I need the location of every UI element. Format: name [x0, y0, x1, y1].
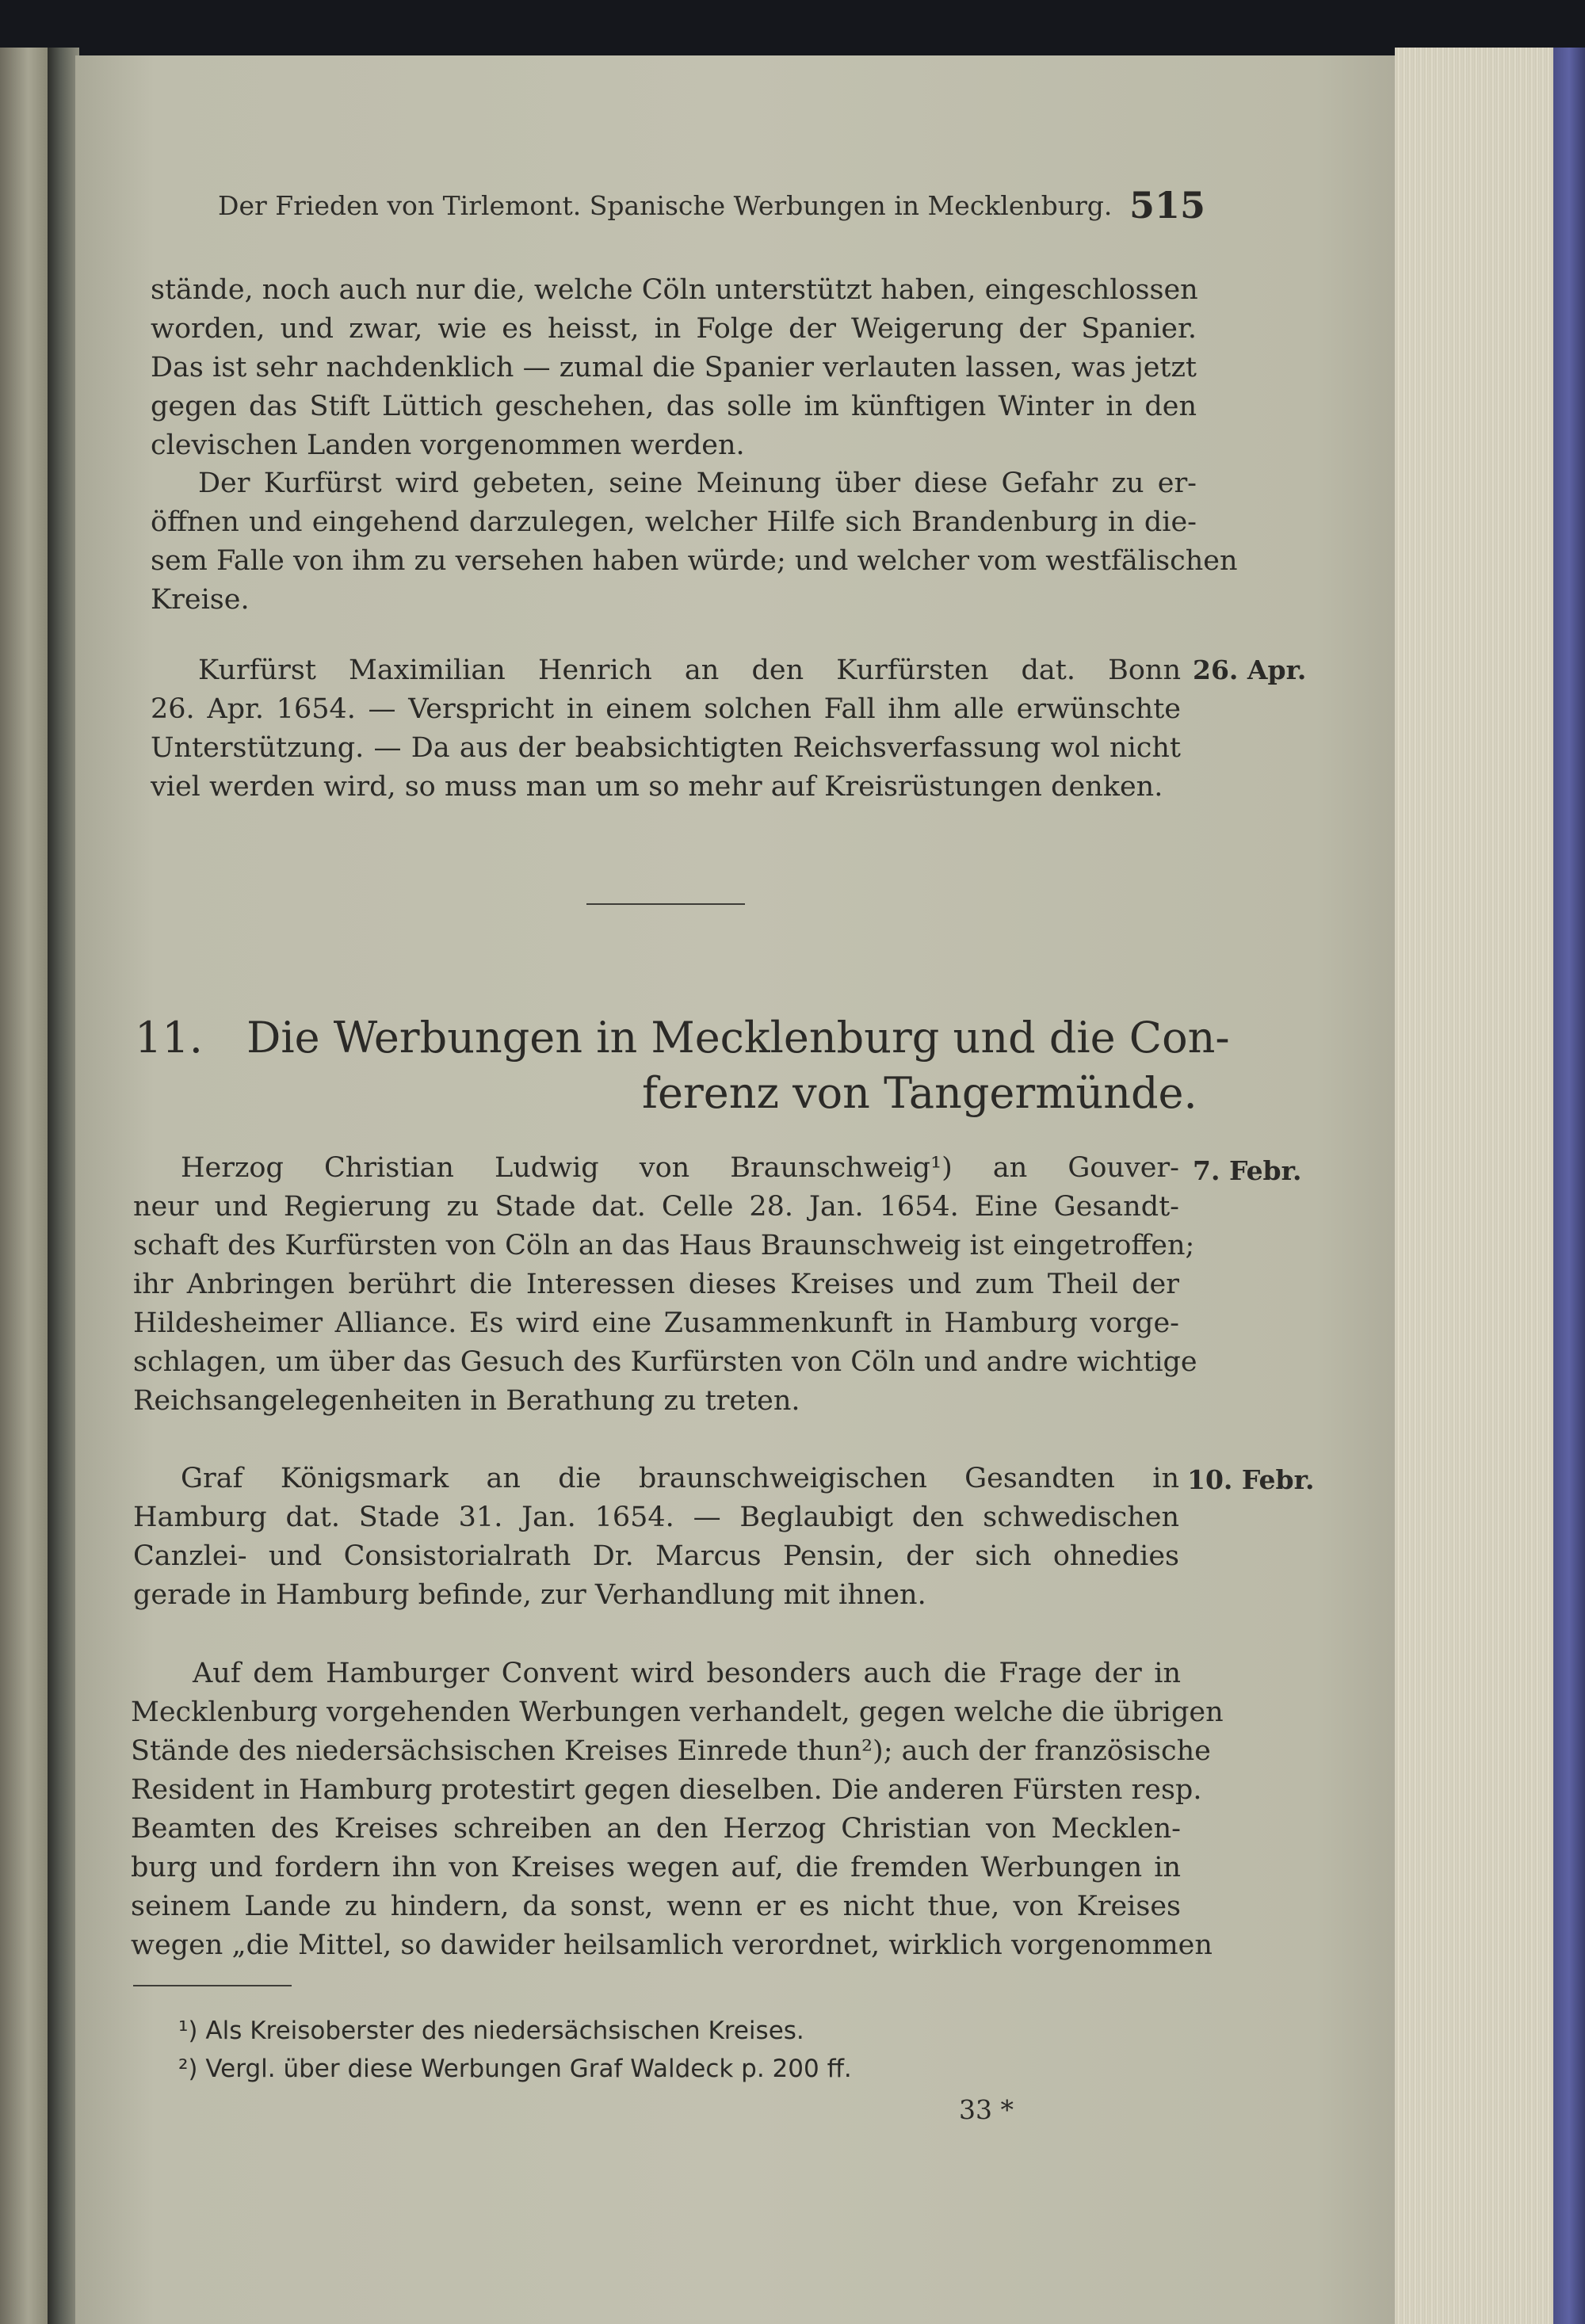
text-line: Canzlei- und Consistorialrath Dr. Marcus Pensin, der sich ohnedies: [133, 1540, 1179, 1572]
footnote-2: ²) Vergl. über diese Werbungen Graf Waldeck p. 200 ff.: [178, 2055, 852, 2083]
scanner-background: [0, 0, 1585, 63]
text-line: Kurfürst Maximilian Henrich an den Kurfürsten dat. Bonn: [198, 654, 1181, 686]
paragraph-3: [151, 651, 1181, 807]
text-line: burg und fordern ihn von Kreises wegen auf, die fremden Werbungen in: [131, 1852, 1181, 1883]
section-divider: [586, 903, 745, 905]
section-title-line-1: Die Werbungen in Mecklenburg und die Con-: [246, 1013, 1230, 1063]
margin-date-7-febr: 7. Febr.: [1193, 1155, 1302, 1186]
text-line: 26. Apr. 1654. — Verspricht in einem solchen Fall ihm alle erwünschte: [151, 693, 1181, 725]
text-line: neur und Regierung zu Stade dat. Celle 28. Jan. 1654. Eine Gesandt-: [133, 1191, 1179, 1223]
signature-mark: 33 *: [959, 2094, 1014, 2125]
text-line: gegen das Stift Lüttich geschehen, das solle im künftigen Winter in den: [151, 391, 1197, 422]
section-title-line-2: ferenz von Tangermünde.: [642, 1068, 1197, 1118]
text-line: seinem Lande zu hindern, da sonst, wenn er es nicht thue, von Kreises: [131, 1891, 1181, 1922]
text-line: schaft des Kurfürsten von Cöln an das Haus Braunschweig ist eingetroffen;: [133, 1230, 1195, 1261]
section-number: 11.: [135, 1013, 203, 1063]
text-line: Der Kurfürst wird gebeten, seine Meinung über diese Gefahr zu er-: [198, 467, 1197, 499]
paragraph-6: [131, 1654, 1224, 1965]
page-number: 515: [1129, 184, 1206, 227]
text-line: Unterstützung. — Da aus der beabsichtigten Reichsverfassung wol nicht: [151, 732, 1181, 764]
text-line: Das ist sehr nachdenklich — zumal die Spanier verlauten lassen, was jetzt: [151, 352, 1197, 384]
text-line: worden, und zwar, wie es heisst, in Folge der Weigerung der Spanier.: [151, 313, 1197, 345]
text-line: Hildesheimer Alliance. Es wird eine Zusammenkunft in Hamburg vorge-: [133, 1307, 1179, 1339]
section-heading: [135, 1010, 1230, 1121]
text-line: schlagen, um über das Gesuch des Kurfürsten von Cöln und andre wichtige: [133, 1346, 1197, 1378]
footnote-1: ¹) Als Kreisoberster des niedersächsischen Kreises.: [178, 2017, 804, 2045]
text-line: gerade in Hamburg befinde, zur Verhandlung mit ihnen.: [133, 1579, 926, 1611]
paragraph-5: [133, 1460, 1179, 1615]
text-line: Mecklenburg vorgehenden Werbungen verhandelt, gegen welche die übrigen: [131, 1696, 1224, 1728]
text-line: Beamten des Kreises schreiben an den Herzog Christian von Mecklen-: [131, 1813, 1181, 1845]
text-line: Kreise.: [151, 584, 250, 616]
text-line: Herzog Christian Ludwig von Braunschweig¹) an Gouver-: [181, 1152, 1179, 1184]
text-line: Graf Königsmark an die braunschweigischen Gesandten in: [181, 1463, 1179, 1494]
text-line: clevischen Landen vorgenommen werden.: [151, 429, 745, 461]
book-spine: [48, 48, 79, 2324]
paragraph-4: [133, 1149, 1197, 1421]
paragraph-1: [151, 271, 1197, 465]
page-stack-edges: [1395, 48, 1561, 2324]
text-line: stände, noch auch nur die, welche Cöln unterstützt haben, eingeschlossen: [151, 274, 1198, 306]
text-line: wegen „die Mittel, so dawider heilsamlich verordnet, wirklich vorgenommen: [131, 1929, 1213, 1961]
text-line: sem Falle von ihm zu versehen haben würde; und welcher vom westfälischen: [151, 545, 1238, 577]
book-cover-edge: [1553, 48, 1585, 2324]
footnote-divider: [133, 1985, 292, 1986]
margin-date-10-febr: 10. Febr.: [1187, 1464, 1315, 1495]
text-line: viel werden wird, so muss man um so mehr auf Kreisrüstungen denken.: [151, 771, 1163, 803]
paragraph-2: [151, 464, 1238, 620]
margin-date-26-apr: 26. Apr.: [1193, 654, 1307, 685]
text-line: Stände des niedersächsischen Kreises Einrede thun²); auch der französische: [131, 1735, 1211, 1767]
text-line: ihr Anbringen berührt die Interessen dieses Kreises und zum Theil der: [133, 1269, 1179, 1300]
text-line: Auf dem Hamburger Convent wird besonders auch die Frage der in: [193, 1658, 1181, 1689]
text-line: Resident in Hamburg protestirt gegen dieselben. Die anderen Fürsten resp.: [131, 1774, 1202, 1806]
left-page-edge: [0, 48, 48, 2324]
text-line: öffnen und eingehend darzulegen, welcher Hilfe sich Brandenburg in die-: [151, 506, 1197, 538]
running-header: Der Frieden von Tirlemont. Spanische Werbungen in Mecklenburg.: [218, 190, 1113, 221]
text-line: Hamburg dat. Stade 31. Jan. 1654. — Beglaubigt den schwedischen: [133, 1502, 1179, 1533]
text-line: Reichsangelegenheiten in Berathung zu treten.: [133, 1385, 800, 1417]
